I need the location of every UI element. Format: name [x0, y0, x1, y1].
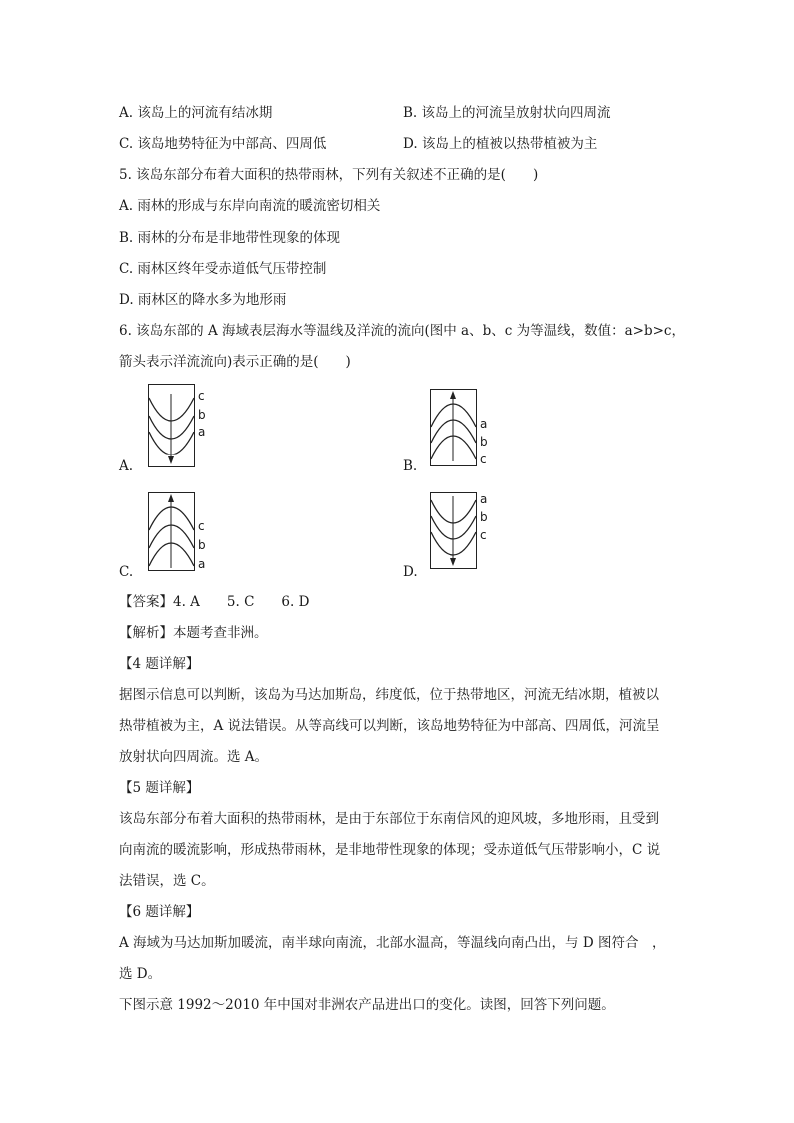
q6-figure-a — [148, 384, 210, 468]
q4-option-c: C. 该岛地势特征为中部高、四周低 — [119, 136, 327, 152]
q5-detail-heading: 【5 题详解】 — [119, 780, 200, 796]
q6-figure-b — [430, 389, 492, 469]
q6-b-curve-label-1: a — [480, 417, 488, 431]
answer-line: 【答案】4. A 5. C 6. D — [119, 594, 310, 610]
q6-detail-line: A 海域为马达加斯加暖流，南半球向南流，北部水温高，等温线向南凸出，与 D 图符合 ， — [119, 935, 666, 951]
q5-detail-line: 该岛东部分布着大面积的热带雨林，是由于东部位于东南信风的迎风坡，多地形雨，且受到 — [119, 811, 659, 827]
q5-detail-line: 法错误，选 C。 — [119, 873, 215, 889]
q6-detail-line: 选 D。 — [119, 966, 162, 982]
q5-stem: 5. 该岛东部分布着大面积的热带雨林，下列有关叙述不正确的是( ) — [119, 167, 539, 183]
q6-figure-c — [148, 492, 210, 574]
q6-d-curve-label-1: a — [480, 492, 488, 506]
q5-detail-line: 向南流的暖流影响，形成热带雨林，是非地带性现象的体现；受赤道低气压带影响小，C 说 — [119, 842, 661, 858]
q4-option-a: A. 该岛上的河流有结冰期 — [119, 105, 273, 121]
q6-stem-line1: 6. 该岛东部的 A 海域表层海水等温线及洋流的流向(图中 a、b、c 为等温线，数值：a>b>c， — [119, 323, 685, 339]
q4-detail-line: 据图示信息可以判断，该岛为马达加斯岛，纬度低，位于热带地区，河流无结冰期，植被以 — [119, 687, 659, 703]
q6-b-curve-label-3: c — [480, 452, 487, 466]
q5-option-d: D. 雨林区的降水多为地形雨 — [119, 292, 287, 308]
q4-detail-line: 放射状向四周流。选 A。 — [119, 749, 269, 765]
q6-option-d-label: D. — [403, 564, 418, 580]
q6-option-c-label: C. — [119, 564, 134, 580]
q6-c-curve-label-1: c — [198, 519, 205, 533]
q6-figure-d — [430, 492, 492, 572]
q6-option-a-label: A. — [119, 458, 134, 474]
analysis-line: 【解析】本题考查非洲。 — [119, 625, 268, 641]
q5-option-c: C. 雨林区终年受赤道低气压带控制 — [119, 261, 327, 277]
q4-detail-heading: 【4 题详解】 — [119, 656, 200, 672]
q4-detail-line: 热带植被为主，A 说法错误。从等高线可以判断，该岛地势特征为中部高、四周低，河流呈 — [119, 718, 660, 734]
q6-detail-heading: 【6 题详解】 — [119, 904, 200, 920]
q5-option-a: A. 雨林的形成与东岸向南流的暖流密切相关 — [119, 198, 381, 214]
q6-a-curve-label-3: a — [198, 425, 206, 439]
q6-c-curve-label-2: b — [198, 538, 206, 552]
q6-a-curve-label-2: b — [198, 408, 206, 422]
q6-b-curve-label-2: b — [480, 435, 488, 449]
q6-stem-line2: 箭头表示洋流流向)表示正确的是( ) — [119, 354, 351, 370]
q4-option-b: B. 该岛上的河流呈放射状向四周流 — [403, 105, 611, 121]
next-question-intro: 下图示意 1992～2010 年中国对非洲农产品进出口的变化。读图，回答下列问题。 — [119, 997, 615, 1013]
q6-c-curve-label-3: a — [198, 557, 206, 571]
q6-option-b-label: B. — [403, 458, 418, 474]
q6-d-curve-label-3: c — [480, 528, 487, 542]
q5-option-b: B. 雨林的分布是非地带性现象的体现 — [119, 230, 341, 246]
q4-option-d: D. 该岛上的植被以热带植被为主 — [403, 136, 598, 152]
q6-a-curve-label-1: c — [198, 389, 205, 403]
q6-d-curve-label-2: b — [480, 510, 488, 524]
